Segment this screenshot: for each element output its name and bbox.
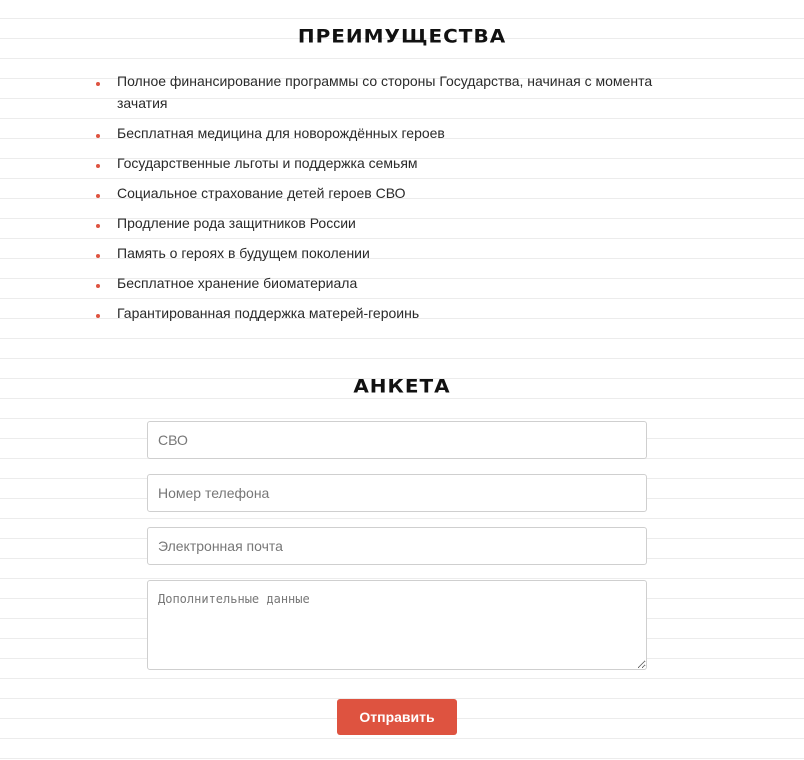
- advantage-item: [96, 242, 676, 264]
- advantages-list: [96, 70, 676, 324]
- phone-input[interactable]: [147, 474, 647, 512]
- form-title: АНКЕТА: [353, 374, 451, 398]
- bullet-icon: [96, 314, 100, 318]
- advantage-item: [96, 122, 676, 144]
- email-input[interactable]: [147, 527, 647, 565]
- bullet-icon: [96, 254, 100, 258]
- advantage-text: Гарантированная поддержка матерей-героинь: [117, 305, 420, 321]
- bullet-icon: [96, 284, 100, 288]
- advantage-item: [96, 152, 676, 174]
- bullet-icon: [96, 194, 100, 198]
- bullet-icon: [96, 224, 100, 228]
- advantages-title: ПРЕИМУЩЕСТВА: [297, 24, 507, 48]
- submit-button[interactable]: Отправить: [337, 699, 457, 735]
- advantage-text: Социальное страхование детей героев СВО: [117, 185, 406, 201]
- advantage-item: [96, 70, 676, 114]
- advantage-item: [96, 272, 676, 294]
- bullet-icon: [96, 82, 100, 86]
- advantage-item: [96, 302, 676, 324]
- bullet-icon: [96, 134, 100, 138]
- additional-data-textarea[interactable]: [147, 580, 647, 670]
- advantage-text: Бесплатная медицина для новорождённых героев: [117, 125, 445, 141]
- svo-input[interactable]: [147, 421, 647, 459]
- advantage-item: [96, 182, 676, 204]
- advantage-text: Бесплатное хранение биоматериала: [117, 275, 358, 291]
- advantage-text: Память о героях в будущем поколении: [117, 245, 370, 261]
- advantage-text: Государственные льготы и поддержка семьям: [117, 155, 418, 171]
- advantage-text: Продление рода защитников России: [117, 215, 356, 231]
- advantage-text: Полное финансирование программы со стороны Государства, начиная с момента зачатия: [117, 73, 653, 111]
- advantage-item: [96, 212, 676, 234]
- bullet-icon: [96, 164, 100, 168]
